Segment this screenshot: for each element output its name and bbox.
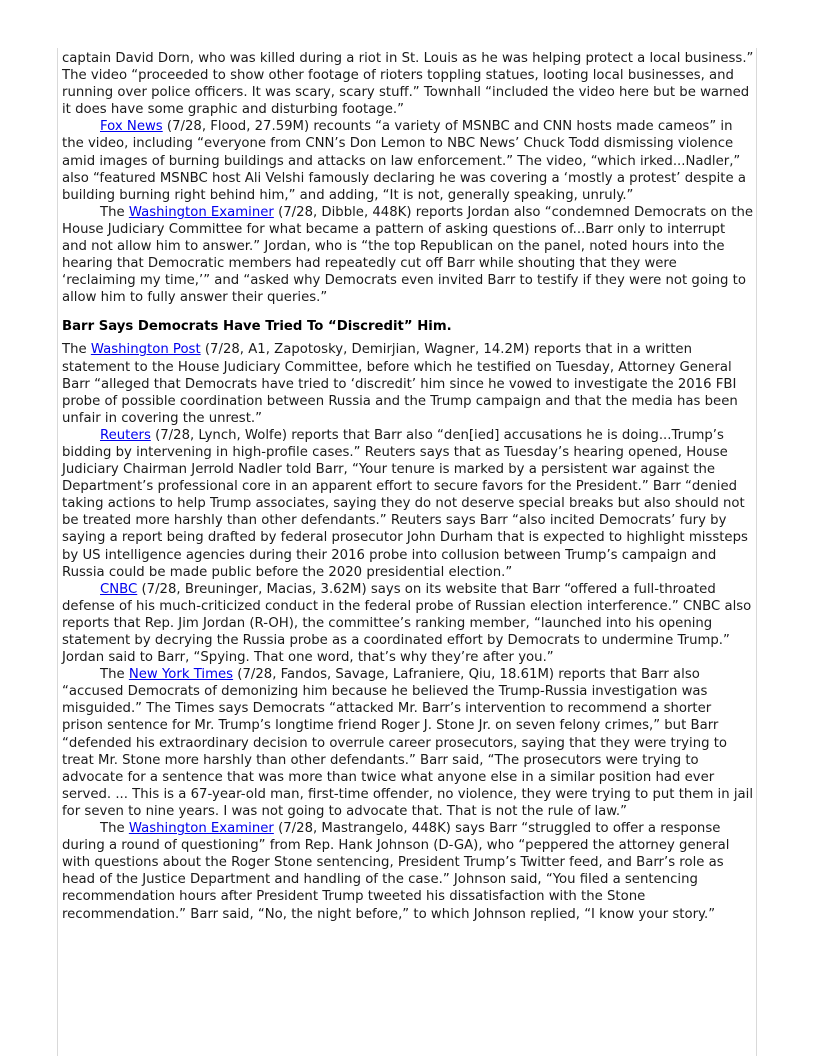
- paragraph-text: captain David Dorn, who was killed during a riot in St. Louis as he was helping protect a local business.” The video “proceeded to show other footage of rioters toppling statues, looting local businesses, and running over police officers. It was scary, scary stuff.” Townhall “included the video here but be warned it does have some graphic and disturbing footage.”: [62, 51, 754, 118]
- paragraph-prefix: The: [100, 821, 129, 837]
- paragraph-reuters: [62, 427, 754, 581]
- paragraph-washington-examiner-2: [62, 820, 754, 923]
- article-body: [62, 50, 754, 923]
- link-fox-news[interactable]: Fox News: [100, 119, 163, 135]
- paragraph-text: (7/28, Mastrangelo, 448K) says Barr “struggled to offer a response during a round of questioning” from Rep. Hank Johnson (D-GA), who “peppered the attorney general with questions about the Roger Stone sentencing, President Trump’s Twitter feed, and Barr’s role as head of the Justice Department and handling of the case.” Johnson said, “You filed a sentencing recommendation hours after President Trump tweeted his dissatisfaction with the Stone recommendation.” Barr said, “No, the night before,” to which Johnson replied, “I know your story.”: [62, 821, 730, 922]
- paragraph-cnbc: [62, 581, 754, 666]
- paragraph-townhall-continued: [62, 50, 754, 118]
- link-reuters[interactable]: Reuters: [100, 427, 151, 443]
- link-new-york-times[interactable]: New York Times: [128, 667, 234, 683]
- paragraph-text: (7/28, Fandos, Savage, Lafraniere, Qiu, 18.61M) reports that Barr also “accused Democrats of demonizing him because he believed the Trump-Russia investigation was misguided.” The Times says Democrats “attacked Mr. Barr’s intervention to recommend a shorter prison sentence for Mr. Trump’s longtime friend Roger J. Stone Jr. on seven felony crimes,” but Barr “defended his extraordinary decision to overrule career prosecutors, saying that they were trying to treat Mr. Stone more harshly than other defendants.” Barr said, “The prosecutors were trying to advocate for a sentence that was more than twice what anyone else in a similar position had ever served. ... This is a 67-year-old man, first-time offender, no violence, they were trying to put them in jail for seven to nine years. I was not going to advocate that. That is not the rule of law.”: [62, 667, 754, 819]
- link-washington-examiner[interactable]: Washington Examiner: [128, 204, 274, 220]
- paragraph-text: (7/28, Breuninger, Macias, 3.62M) says on its website that Barr “offered a full-throated defense of his much-criticized conduct in the federal probe of Russian election interference.” CNBC also reports that Rep. Jim Jordan (R-OH), the committee’s ranking member, “launched into his opening statement by decrying the Russia probe as a coordinated effort by Democrats to undermine Trump.” Jordan said to Barr, “Spying. That one word, that’s why they’re after you.”: [62, 581, 752, 666]
- link-washington-post[interactable]: Washington Post: [90, 342, 201, 358]
- paragraph-text: (7/28, Lynch, Wolfe) reports that Barr also “den[ied] accusations he is doing...Trump’s bidding by intervening in high-profile cases.” Reuters says that as Tuesday’s hearing opened, House Judiciary Chairman Jerrold Nadler told Barr, “Your tenure is marked by a persistent war against the Department’s professional core in an apparent effort to secure favors for the President.” Barr “denied taking actions to help Trump associates, saying they do not deserve special breaks but also should not be treated more harshly than other defendants.” Reuters says Barr “also incited Democrats’ fury by saying a report being drafted by federal prosecutor John Durham that is expected to highlight missteps by US intelligence agencies during their 2016 probe into collusion between Trump’s campaign and Russia could be made public before the 2020 presidential election.”: [62, 427, 748, 580]
- paragraph-prefix: The: [100, 667, 129, 683]
- paragraph-fox-news: [62, 118, 754, 203]
- section-heading: Barr Says Democrats Have Tried To “Discredit” Him.: [62, 319, 452, 335]
- link-cnbc[interactable]: CNBC: [100, 581, 138, 597]
- paragraph-washington-post: [62, 341, 754, 426]
- paragraph-washington-examiner-1: [62, 204, 754, 307]
- link-washington-examiner-2[interactable]: Washington Examiner: [128, 821, 274, 837]
- paragraph-new-york-times: [62, 666, 754, 820]
- paragraph-prefix: The: [62, 342, 91, 358]
- paragraph-text: (7/28, Dibble, 448K) reports Jordan also “condemned Democrats on the House Judiciary Committee for what became a pattern of asking questions of...Barr only to interrupt and not allow him to answer.” Jordan, who is “the top Republican on the panel, noted hours into the hearing that Democratic members had repeatedly cut off Barr while shouting that they were ‘reclaiming my time,’” and “asked why Democrats even invited Barr to testify if they were not going to allow him to fully answer their queries.”: [62, 204, 754, 306]
- paragraph-prefix: The: [100, 204, 129, 220]
- paragraph-text: (7/28, Flood, 27.59M) recounts “a variety of MSNBC and CNN hosts made cameos” in the video, including “everyone from CNN’s Don Lemon to NBC News’ Chuck Todd dismissing violence amid images of burning buildings and attacks on law enforcement.” The video, “which irked...Nadler,” also “featured MSNBC host Ali Velshi famously declaring he was covering a ‘mostly a protest’ despite a building burning right behind him,” and adding, “It is not, generally speaking, unruly.”: [62, 119, 746, 203]
- paragraph-text: (7/28, A1, Zapotosky, Demirjian, Wagner, 14.2M) reports that in a written statement to the House Judiciary Committee, before which he testified on Tuesday, Attorney General Barr “alleged that Democrats have tried to ‘discredit’ him since he vowed to investigate the 2016 FBI probe of possible coordination between Russia and the Trump campaign and that the media has been unfair in covering the unrest.”: [62, 342, 738, 426]
